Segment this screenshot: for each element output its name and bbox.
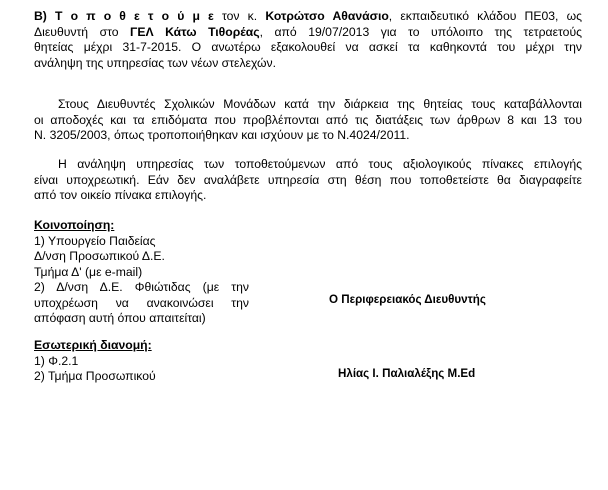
cc-item: υποχρέωση να ανακοινώσει την [34,295,249,310]
cc-item: Τμήμα Δ' (με e-mail) [34,264,143,279]
school-name: ΓΕΛ Κάτω Τιθορέας [130,24,260,39]
internal-heading: Εσωτερική διανομή: [34,338,152,352]
obligation-line-1: Η ανάληψη υπηρεσίας των τοποθετούμενων από τους αξιολογικούς πίνακες επιλογής [58,157,582,171]
signature-name: Ηλίας Ι. Παλιαλέξης Μ.Ed [338,367,476,380]
appointee-name: Κοτρώτσο Αθανάσιο [265,9,389,23]
cc-item: 1) Υπουργείο Παιδείας [34,233,156,248]
appointment-lead: Β) Τ ο π ο θ ε τ ο ύ μ ε [34,9,214,23]
internal-item: 1) Φ.2.1 [34,353,79,368]
obligation-paragraph [34,157,582,204]
cc-item: Δ/νση Προσωπικού Δ.Ε. [34,249,165,263]
salary-line-2: οι αποδοχές και τα επιδόματα που προβλέπονται από τις διατάξεις των άρθρων 8 και 13 του [34,112,582,127]
salary-paragraph [34,97,582,144]
appointment-line2-b: , από 19/07/2013 για το υπόλοιπο της τετραετούς [259,24,582,39]
obligation-line-2: είναι υποχρεωτική. Εάν δεν αναλάβετε υπηρεσία στη θέση που τοποθετείστε θα διαγραφείτε [34,172,582,187]
cc-item: 2) Δ/νση Δ.Ε. Φθιώτιδας (με την [34,280,249,294]
appointment-line2-a: Διευθυντή στο [34,24,131,39]
signature-title: Ο Περιφερειακός Διευθυντής [329,293,486,306]
appointment-line-2 [34,25,582,41]
obligation-line-3: από τον οικείο πίνακα επιλογής. [34,188,207,202]
appointment-text-b: , εκπαιδευτικό κλάδου ΠΕ03, ως [388,9,582,23]
appointment-paragraph [34,9,582,71]
appointment-line-3: θητείας μέχρι 31-7-2015. Ο ανωτέρω εξακολουθεί να ασκεί τα καθηκοντά του μέχρι την [34,40,582,54]
salary-line-1: Στους Διευθυντές Σχολικών Μονάδων κατά την διάρκεια της θητείας τους καταβάλλονται [58,97,582,111]
cc-item: απόφαση αυτή όπου απαιτείται) [34,311,206,325]
internal-distribution [34,338,249,385]
internal-item: 2) Τμήμα Προσωπικού [34,369,156,383]
cc-heading: Κοινοποίηση: [34,218,115,232]
appointment-line-4: ανάληψη της υπηρεσίας των νέων στελεχών. [34,55,277,70]
appointment-line-1 [34,9,582,25]
salary-line-3: Ν. 3205/2003, όπως τροποποιήθηκαν και ισχύουν με το Ν.4024/2011. [34,128,410,142]
appointment-text-a: τον κ. [213,9,266,23]
cc-list [34,218,249,327]
